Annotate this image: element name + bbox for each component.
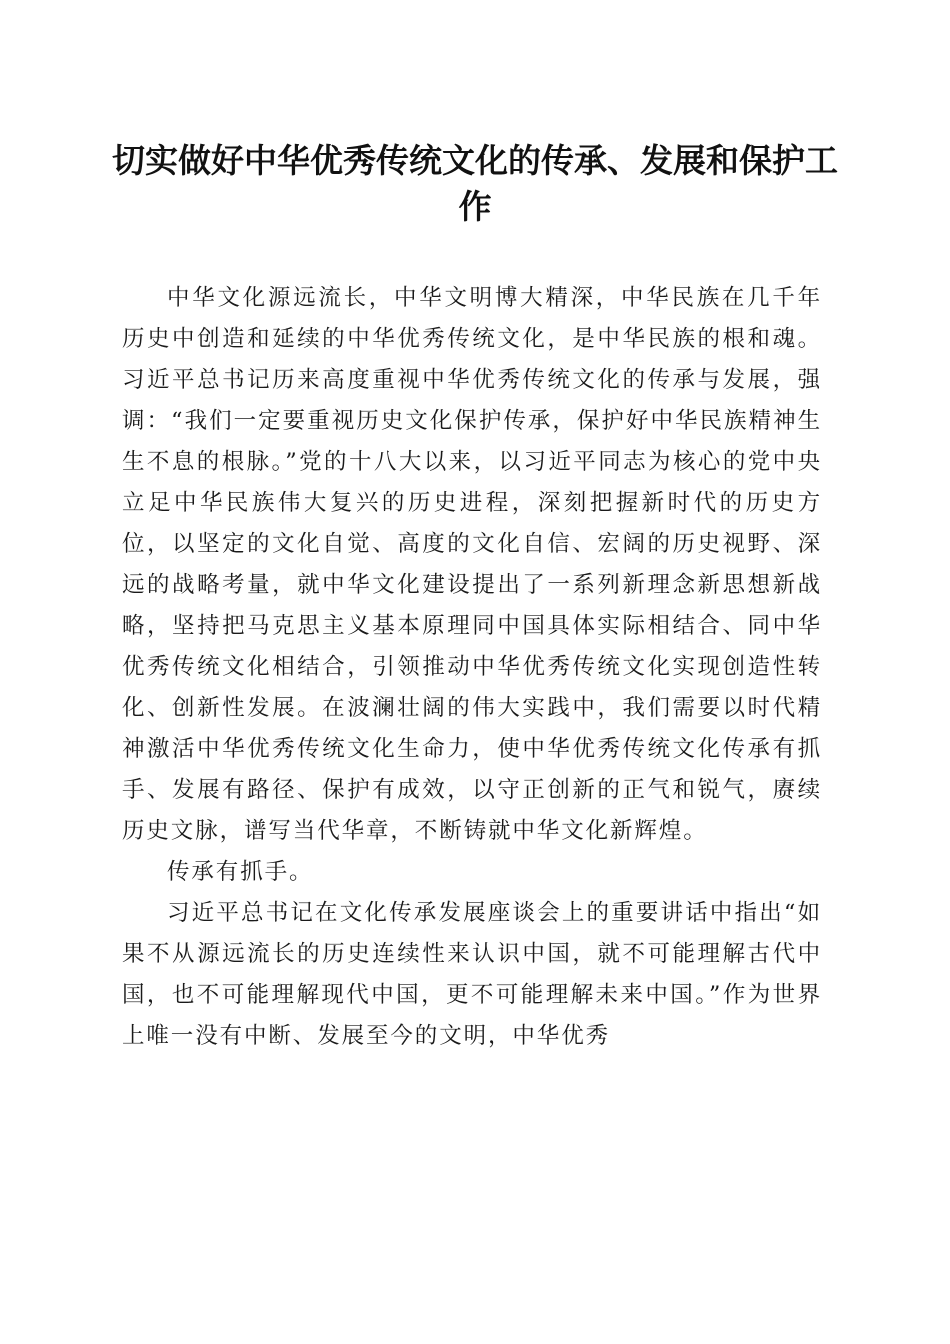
- paragraph-intro: 中华文化源远流长，中华文明博大精深，中华民族在几千年历史中创造和延续的中华优秀传统文化，是中华民族的根和魂。习近平总书记历来高度重视中华优秀传统文化的传承与发展，强调：“我们一定要重视历史文化保护传承，保护好中华民族精神生生不息的根脉。”党的十八大以来，以习近平同志为核心的党中央立足中华民族伟大复兴的历史进程，深刻把握新时代的历史方位，以坚定的文化自觉、高度的文化自信、宏阔的历史视野、深远的战略考量，就中华文化建设提出了一系列新理念新思想新战略，坚持把马克思主义基本原理同中国具体实际相结合、同中华优秀传统文化相结合，引领推动中华优秀传统文化实现创造性转化、创新性发展。在波澜壮阔的伟大实践中，我们需要以时代精神激活中华优秀传统文化生命力，使中华优秀传统文化传承有抓手、发展有路径、保护有成效，以守正创新的正气和锐气，赓续历史文脉，谱写当代华章，不断铸就中华文化新辉煌。: [122, 285, 822, 844]
- document-title: 切实做好中华优秀传统文化的传承、发展和保护工作: [112, 141, 838, 226]
- document-body: [122, 278, 822, 1057]
- section-heading-inheritance: 传承有抓手。: [167, 859, 314, 885]
- paragraph-inheritance: 习近平总书记在文化传承发展座谈会上的重要讲话中指出“如果不从源远流长的历史连续性来认识中国，就不可能理解古代中国，也不可能理解现代中国，更不可能理解未来中国。”作为世界上唯一没有中断、发展至今的文明，中华优秀: [122, 900, 822, 1049]
